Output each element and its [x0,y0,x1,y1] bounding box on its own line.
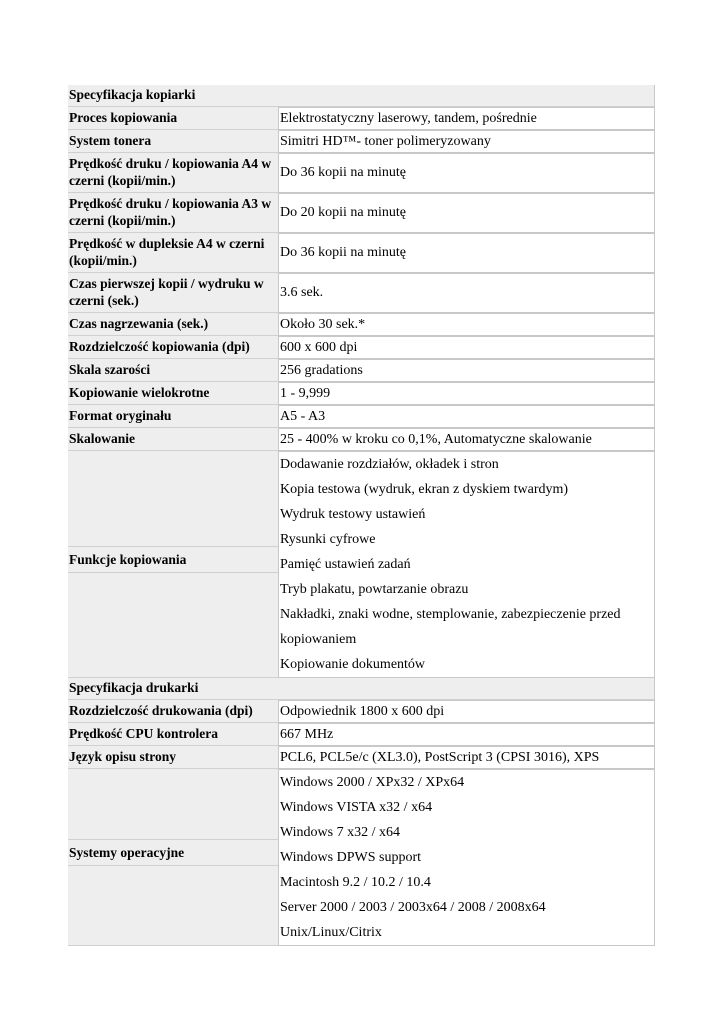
spec-label: Proces kopiowania [68,107,278,130]
copier-section-title: Specyfikacja kopiarki [68,85,655,107]
spec-row [68,405,655,428]
os-group [68,769,655,946]
spec-row [68,107,655,130]
spec-label: Rozdzielczość kopiowania (dpi) [68,336,278,359]
spec-value: 667 MHz [278,723,655,746]
list-item: Kopiowanie dokumentów [280,657,426,672]
copy-functions-group [68,451,655,678]
list-item: Rysunki cyfrowe [280,532,376,547]
spec-value-text: Do 36 kopii na minutę [280,165,406,180]
list-item: Server 2000 / 2003 / 2003x64 / 2008 / 2008x64 [280,900,546,915]
spec-row [68,746,655,769]
copy-functions-label: Funkcje kopiowania [68,547,278,573]
copy-functions-list [278,451,655,678]
list-item: Windows 7 x32 / x64 [280,825,400,840]
spec-row [68,382,655,405]
list-item: Unix/Linux/Citrix [280,925,382,940]
spec-label: Rozdzielczość drukowania (dpi) [68,700,278,723]
list-item: Dodawanie rozdziałów, okładek i stron [280,457,499,472]
spec-row [68,428,655,451]
os-list [278,769,655,946]
spec-row [68,359,655,382]
spec-row [68,130,655,153]
spec-value [278,193,655,233]
spec-value: Simitri HD™- toner polimeryzowany [278,130,655,153]
list-item: Windows DPWS support [280,850,421,865]
list-item: Windows 2000 / XPx32 / XPx64 [280,775,465,790]
list-item: Windows VISTA x32 / x64 [280,800,433,815]
list-item: Macintosh 9.2 / 10.2 / 10.4 [280,875,431,890]
spec-value: PCL6, PCL5e/c (XL3.0), PostScript 3 (CPSI 3016), XPS [278,746,655,769]
spec-value: Około 30 sek.* [278,313,655,336]
label-filler [68,866,278,946]
spec-label: Prędkość w dupleksie A4 w czerni (kopii/min.) [68,233,278,273]
spec-label: Czas nagrzewania (sek.) [68,313,278,336]
label-filler [68,573,278,678]
spec-row [68,723,655,746]
os-label: Systemy operacyjne [68,840,278,866]
spec-row [68,153,655,193]
copy-functions-label-column [68,451,278,678]
spec-label: Prędkość druku / kopiowania A3 w czerni (kopii/min.) [68,193,278,233]
os-label-column [68,769,278,946]
printer-section-title: Specyfikacja drukarki [68,678,655,700]
spec-label: Prędkość CPU kontrolera [68,723,278,746]
spec-table [68,85,655,946]
spec-value: Odpowiednik 1800 x 600 dpi [278,700,655,723]
list-item: Wydruk testowy ustawień [280,507,426,522]
spec-value: 1 - 9,999 [278,382,655,405]
spec-value: 600 x 600 dpi [278,336,655,359]
spec-value-text: 3.6 sek. [280,285,324,300]
spec-value-text: Do 36 kopii na minutę [280,245,406,260]
spec-row [68,273,655,313]
spec-row [68,336,655,359]
spec-label: Format oryginału [68,405,278,428]
spec-row [68,193,655,233]
list-item: Tryb plakatu, powtarzanie obrazu [280,582,469,597]
spec-value-text: Do 20 kopii na minutę [280,205,406,220]
spec-label: Prędkość druku / kopiowania A4 w czerni (kopii/min.) [68,153,278,193]
spec-value: A5 - A3 [278,405,655,428]
spec-label: Kopiowanie wielokrotne [68,382,278,405]
spec-label: System tonera [68,130,278,153]
spec-label: Skala szarości [68,359,278,382]
spec-row [68,313,655,336]
list-item: Kopia testowa (wydruk, ekran z dyskiem twardym) [280,482,569,497]
label-filler [68,769,278,840]
spec-row [68,700,655,723]
list-item: Pamięć ustawień zadań [280,557,411,572]
spec-value: 25 - 400% w kroku co 0,1%, Automatyczne skalowanie [278,428,655,451]
spec-row [68,233,655,273]
spec-value [278,153,655,193]
spec-label: Skalowanie [68,428,278,451]
label-filler [68,451,278,547]
spec-label: Język opisu strony [68,746,278,769]
spec-value [278,273,655,313]
spec-label: Czas pierwszej kopii / wydruku w czerni (sek.) [68,273,278,313]
spec-value: 256 gradations [278,359,655,382]
list-item: Nakładki, znaki wodne, stemplowanie, zabezpieczenie przed kopiowaniem [280,607,621,647]
spec-value: Elektrostatyczny laserowy, tandem, pośrednie [278,107,655,130]
spec-value [278,233,655,273]
